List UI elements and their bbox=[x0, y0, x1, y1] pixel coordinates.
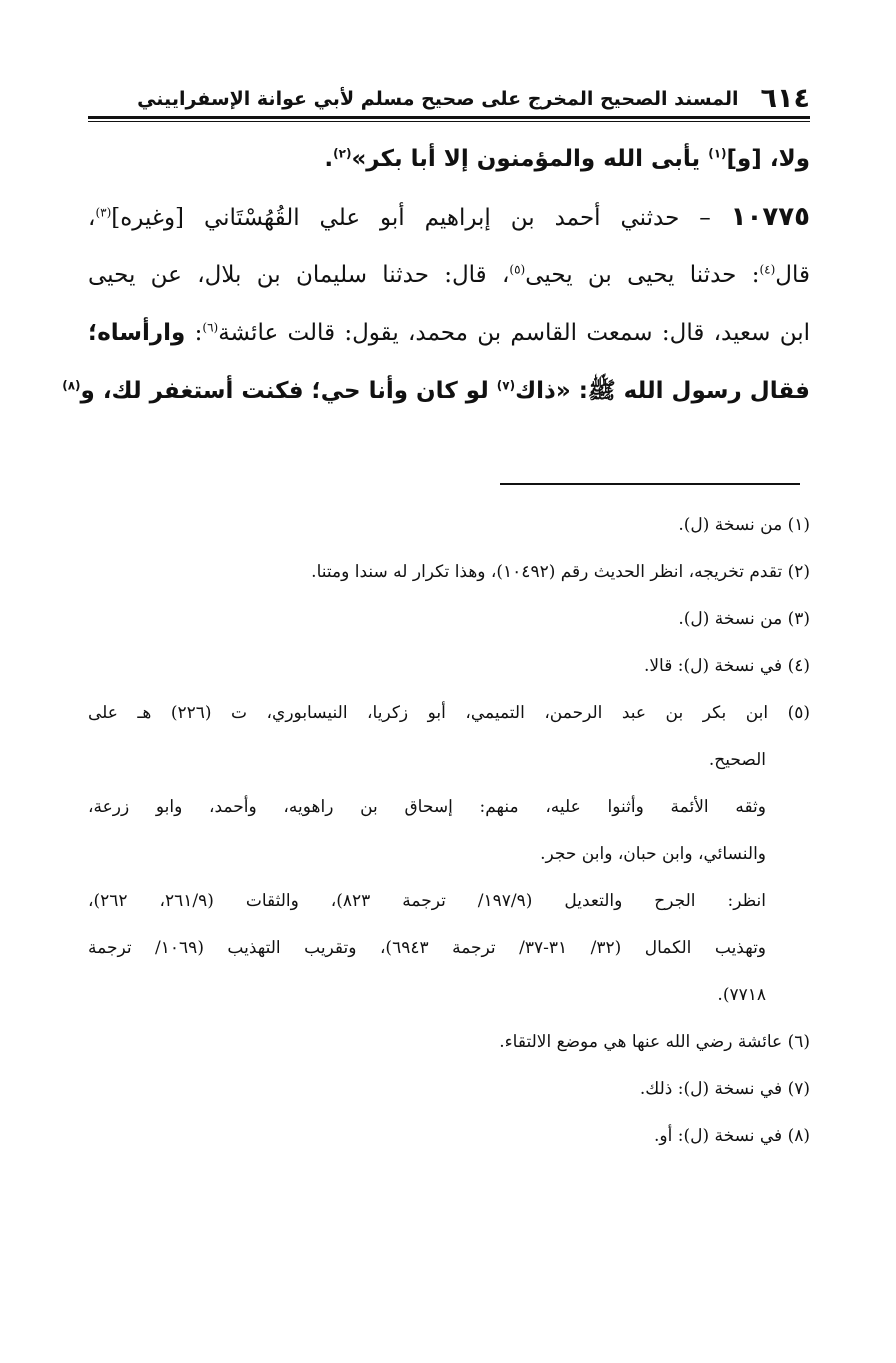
footnote-ref-6[interactable]: (٦) bbox=[202, 320, 219, 335]
header-rule-thin bbox=[88, 121, 810, 122]
page-number: ٦١٤ bbox=[760, 83, 810, 114]
text-segment: . bbox=[324, 146, 334, 172]
text-segment: ابن سعيد، قال: سمعت القاسم بن محمد، يقول: قالت عائشة bbox=[218, 320, 810, 346]
footnote-1: (١) من نسخة (ل). bbox=[678, 515, 810, 535]
text-segment: قال bbox=[775, 262, 810, 288]
running-title: المسند الصحيح المخرج على صحيح مسلم لأبي عوانة الإسفراييني bbox=[137, 88, 739, 111]
footnote-5-line-7: ٧٧١٨). bbox=[717, 985, 766, 1005]
footnote-ref-3[interactable]: (٣) bbox=[95, 205, 112, 220]
footnote-8: (٨) في نسخة (ل): أو. bbox=[654, 1126, 810, 1146]
text-segment: ، bbox=[88, 205, 96, 231]
footnote-7: (٧) في نسخة (ل): ذلك. bbox=[639, 1079, 810, 1099]
text-line-1 bbox=[88, 130, 810, 188]
text-segment: لو كان وأنا حي؛ فكنت أستغفر لك، و bbox=[80, 378, 497, 404]
footnote-2: (٢) تقدم تخريجه، انظر الحديث رقم (١٠٤٩٢)، وهذا تكرار له سندا ومتنا. bbox=[311, 562, 810, 582]
footnote-5-line-2: الصحيح. bbox=[708, 750, 766, 770]
hadith-number: ١٠٧٧٥ bbox=[730, 202, 810, 232]
text-line-2 bbox=[88, 188, 810, 246]
text-line-4 bbox=[88, 304, 810, 362]
header-rule-thick bbox=[88, 116, 810, 119]
text-segment: فقال رسول الله ﷺ: «ذاك bbox=[515, 378, 810, 404]
page-header bbox=[88, 78, 810, 112]
footnote-6: (٦) عائشة رضي الله عنها هي موضع الالتقاء. bbox=[499, 1032, 810, 1052]
quote-text: وارأساه؛ bbox=[88, 320, 186, 346]
footnote-ref-2[interactable]: (٢) bbox=[333, 146, 352, 161]
footnote-4: (٤) في نسخة (ل): قالا. bbox=[643, 656, 810, 676]
footnote-ref-8[interactable]: (٨) bbox=[62, 378, 81, 393]
footnote-separator bbox=[500, 483, 800, 485]
footnote-5-line-1: (٥) ابن بكر بن عبد الرحمن، التميمي، أبو زكريا، النيسابوري، ت (٢٢٦) هـ على bbox=[88, 703, 811, 723]
text-segment: ولا، [و] bbox=[726, 146, 810, 172]
footnote-3: (٣) من نسخة (ل). bbox=[678, 609, 810, 629]
footnote-5-line-4: والنسائي، وابن حبان، وابن حجر. bbox=[540, 844, 766, 864]
footnotes bbox=[88, 502, 810, 1160]
text-line-3 bbox=[88, 246, 810, 304]
footnote-ref-5[interactable]: (٥) bbox=[509, 262, 526, 277]
footnote-5-line-5: انظر: الجرح والتعديل (١٩٧/٩/ ترجمة ٨٢٣)، والثقات (٢٦١/٩، ٢٦٢)، bbox=[88, 891, 766, 911]
footnote-ref-1[interactable]: (١) bbox=[708, 146, 727, 161]
main-text bbox=[62, 130, 810, 420]
footnote-5-line-6: وتهذيب الكمال (٣٢/ ٣١-٣٧/ ترجمة ٦٩٤٣)، وتقريب التهذيب (١٠٦٩/ ترجمة bbox=[88, 938, 767, 958]
text-segment: ، قال: حدثنا سليمان بن بلال، عن يحيى bbox=[88, 262, 510, 288]
footnote-5-line-3: وثقه الأئمة وأثنوا عليه، منهم: إسحاق بن راهويه، وأحمد، وابو زرعة، bbox=[88, 797, 766, 817]
text-segment: : حدثنا يحيى بن يحيى bbox=[525, 262, 760, 288]
text-segment: يأبى الله والمؤمنون إلا أبا بكر» bbox=[351, 146, 709, 172]
footnote-ref-7[interactable]: (٧) bbox=[496, 378, 516, 393]
footnote-ref-4[interactable]: (٤) bbox=[759, 262, 776, 277]
text-segment: : bbox=[185, 320, 203, 346]
text-segment: – حدثني أحمد بن إبراهيم أبو علي القُهُسْتَاني [وغيره] bbox=[111, 205, 731, 231]
text-line-5 bbox=[62, 362, 810, 420]
